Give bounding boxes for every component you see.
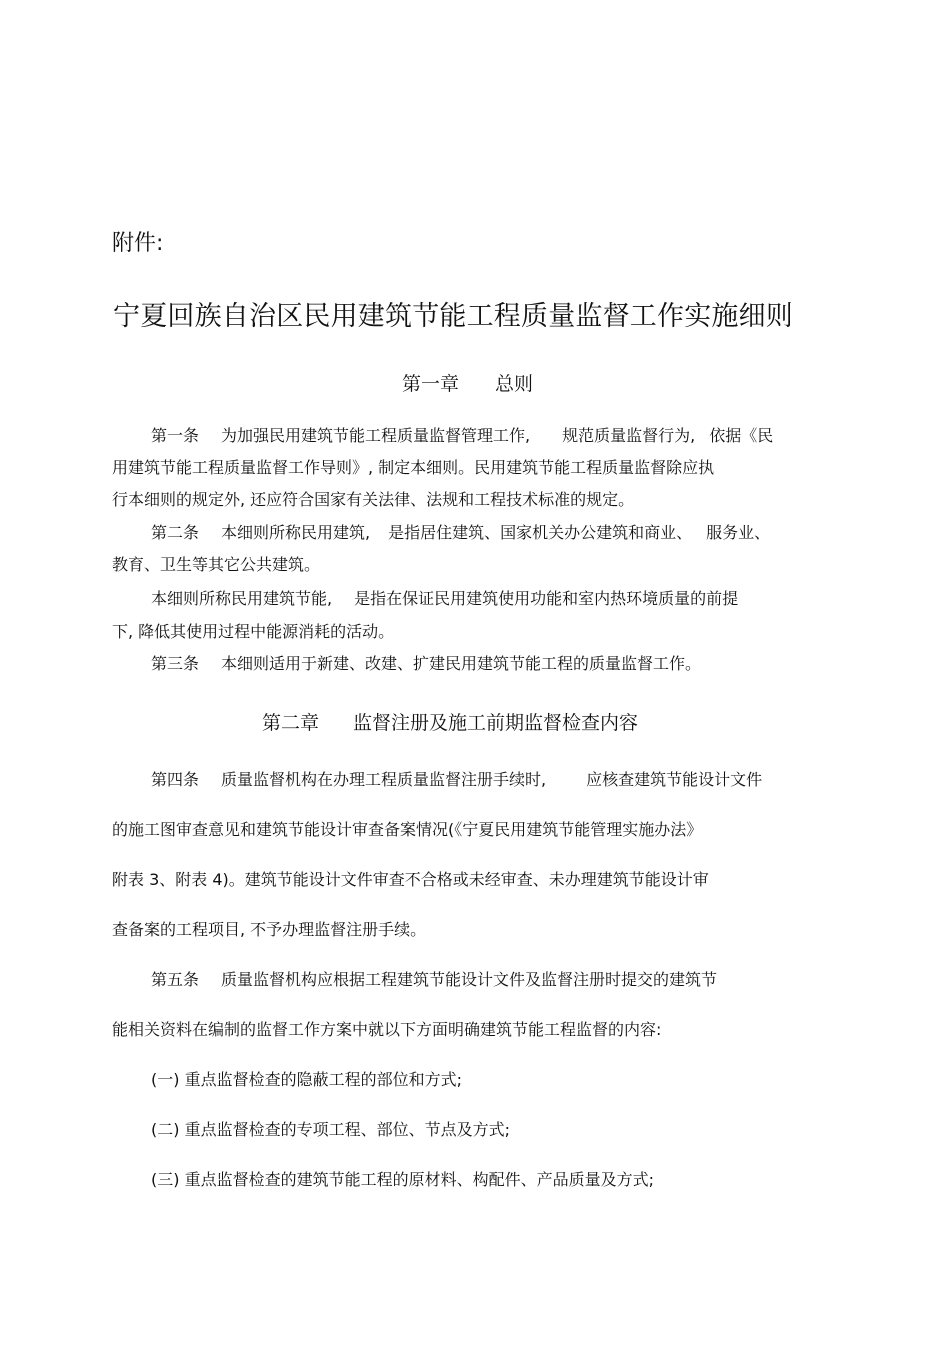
chapter-name: 总则 — [495, 373, 534, 395]
article-5-line — [151, 972, 717, 988]
paragraph-text: 为加强民用建筑节能工程质量监督管理工作, — [221, 426, 531, 445]
article-2-line — [151, 525, 770, 541]
paragraph-line: 附表 3、附表 4)。建筑节能设计文件审查不合格或未经审查、未办理建筑节能设计审 — [112, 870, 709, 889]
paragraph-line: 查备案的工程项目, 不予办理监督注册手续。 — [112, 920, 427, 939]
article-1-line — [151, 428, 773, 444]
paragraph-text: 质量监督机构应根据工程建筑节能设计文件及监督注册时提交的建筑节 — [221, 970, 718, 989]
chapter-heading-2 — [262, 708, 638, 735]
list-item: (一) 重点监督检查的隐蔽工程的部位和方式; — [151, 1070, 462, 1089]
paragraph-text: 本细则适用于新建、改建、扩建民用建筑节能工程的质量监督工作。 — [221, 654, 702, 673]
article-number: 第三条 — [151, 654, 200, 673]
paragraph-text: 服务业、 — [706, 523, 771, 542]
article-number: 第四条 — [151, 770, 200, 789]
paragraph-line: 用建筑节能工程质量监督工作导则》, 制定本细则。民用建筑节能工程质量监督除应执 — [112, 458, 715, 477]
paragraph-text: 是指在保证民用建筑使用功能和室内热环境质量的前提 — [354, 589, 739, 608]
paragraph-text: 是指居住建筑、国家机关办公建筑和商业、 — [388, 523, 693, 542]
paragraph-line: 行本细则的规定外, 还应符合国家有关法律、法规和工程技术标准的规定。 — [112, 490, 635, 509]
paragraph-line: 的施工图审查意见和建筑节能设计审查备案情况(《宁夏民用建筑节能管理实施办法》 — [112, 820, 703, 839]
chapter-name: 监督注册及施工前期监督检查内容 — [353, 712, 639, 734]
article-3-line — [151, 656, 701, 672]
chapter-number: 第二章 — [262, 712, 320, 734]
article-number: 第二条 — [151, 523, 200, 542]
paragraph-line: 教育、卫生等其它公共建筑。 — [112, 555, 321, 574]
paragraph-text: 本细则所称民用建筑, — [221, 523, 371, 542]
paragraph-text: 依据《民 — [709, 426, 774, 445]
chapter-number: 第一章 — [402, 373, 460, 395]
chapter-heading-1 — [402, 369, 533, 396]
paragraph-text: 本细则所称民用建筑节能, — [151, 589, 333, 608]
paragraph-text: 应核查建筑节能设计文件 — [586, 770, 763, 789]
paragraph-line — [151, 591, 738, 607]
paragraph-line: 能相关资料在编制的监督工作方案中就以下方面明确建筑节能工程监督的内容: — [112, 1020, 662, 1039]
list-item: (三) 重点监督检查的建筑节能工程的原材料、构配件、产品质量及方式; — [151, 1170, 654, 1189]
article-number: 第五条 — [151, 970, 200, 989]
list-item: (二) 重点监督检查的专项工程、部位、节点及方式; — [151, 1120, 510, 1139]
document-title: 宁夏回族自治区民用建筑节能工程质量监督工作实施细则 — [113, 301, 793, 332]
article-4-line — [151, 772, 762, 788]
attachment-label: 附件: — [112, 231, 164, 256]
paragraph-line: 下, 降低其使用过程中能源消耗的活动。 — [112, 622, 395, 641]
paragraph-text: 规范质量监督行为, — [562, 426, 696, 445]
paragraph-text: 质量监督机构在办理工程质量监督注册手续时, — [221, 770, 547, 789]
article-number: 第一条 — [151, 426, 200, 445]
